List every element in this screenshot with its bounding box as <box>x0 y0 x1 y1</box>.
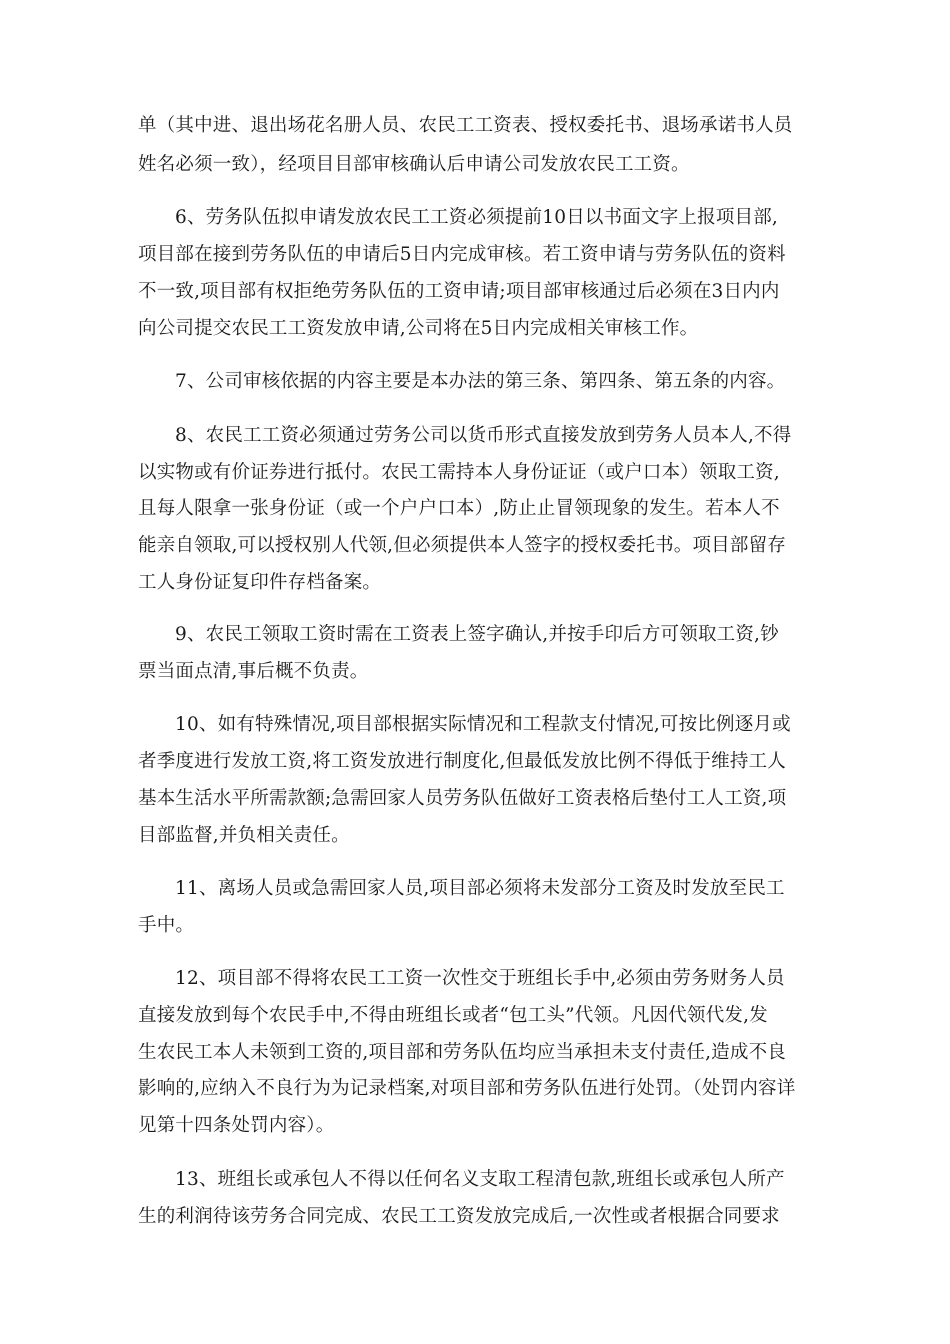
text-line: 工人身份证复印件存档备案。 <box>138 572 382 593</box>
text-line: 且每人限拿一张身份证（或一个户户口本）,防止止冒领现象的发生。若本人不 <box>138 498 780 519</box>
paragraph-7-line: 7、公司审核依据的内容主要是本办法的第三条、第四条、第五条的内容。 <box>175 371 786 392</box>
paragraph-8-line: 8、农民工工资必须通过劳务公司以货币形式直接发放到劳务人员本人,不得 <box>175 425 792 446</box>
text-line: 影响的,应纳入不良行为为记录档案,对项目部和劳务队伍进行处罚。（处罚内容详 <box>138 1078 796 1099</box>
text-line: 生农民工本人未领到工资的,项目部和劳务队伍均应当承担未支付责任,造成不良 <box>138 1042 786 1063</box>
text-line: 票当面点清,事后概不负责。 <box>138 661 369 682</box>
text-line: 向公司提交农民工工资发放申请,公司将在5日内完成相关审核工作。 <box>138 318 699 339</box>
text-line: 直接发放到每个农民手中,不得由班组长或者“包工头”代领。凡因代领代发,发 <box>138 1005 768 1026</box>
text-line: 能亲自领取,可以授权别人代领,但必须提供本人签字的授权委托书。项目部留存 <box>138 535 786 556</box>
paragraph-13-line: 13、班组长或承包人不得以任何名义支取工程清包款,班组长或承包人所产 <box>175 1169 785 1190</box>
text-line: 基本生活水平所需款额;急需回家人员劳务队伍做好工资表格后垫付工人工资,项 <box>138 788 787 809</box>
text-line: 单（其中进、退出场花名册人员、农民工工资表、授权委托书、退场承诺书人员 <box>138 115 793 136</box>
text-line: 见第十四条处罚内容）。 <box>138 1115 335 1136</box>
paragraph-10-line: 10、如有特殊情况,项目部根据实际情况和工程款支付情况,可按比例逐月或 <box>175 714 791 735</box>
paragraph-11-line: 11、离场人员或急需回家人员,项目部必须将未发部分工资及时发放至民工 <box>175 878 785 899</box>
text-line: 手中。 <box>138 915 195 936</box>
paragraph-6-line: 6、劳务队伍拟申请发放农民工工资必须提前10日以书面文字上报项目部, <box>175 207 778 228</box>
text-line: 不一致,项目部有权拒绝劳务队伍的工资申请;项目部审核通过后必须在3日内内 <box>138 281 780 302</box>
text-line: 项目部在接到劳务队伍的申请后5日内完成审核。若工资申请与劳务队伍的资料 <box>138 244 786 265</box>
paragraph-12-line: 12、项目部不得将农民工工资一次性交于班组长手中,必须由劳务财务人员 <box>175 968 785 989</box>
paragraph-9-line: 9、农民工领取工资时需在工资表上签字确认,并按手印后方可领取工资,钞 <box>175 624 779 645</box>
text-line: 以实物或有价证券进行抵付。农民工需持本人身份证证（或户口本）领取工资, <box>138 462 780 483</box>
text-line: 者季度进行发放工资,将工资发放进行制度化,但最低发放比例不得低于维持工人 <box>138 751 786 772</box>
text-line: 生的利润待该劳务合同完成、农民工工资发放完成后,一次性或者根据合同要求 <box>138 1206 780 1227</box>
text-line: 姓名必须一致），经项目目部审核确认后申请公司发放农民工工资。 <box>138 154 690 175</box>
text-line: 目部监督,并负相关责任。 <box>138 825 350 846</box>
